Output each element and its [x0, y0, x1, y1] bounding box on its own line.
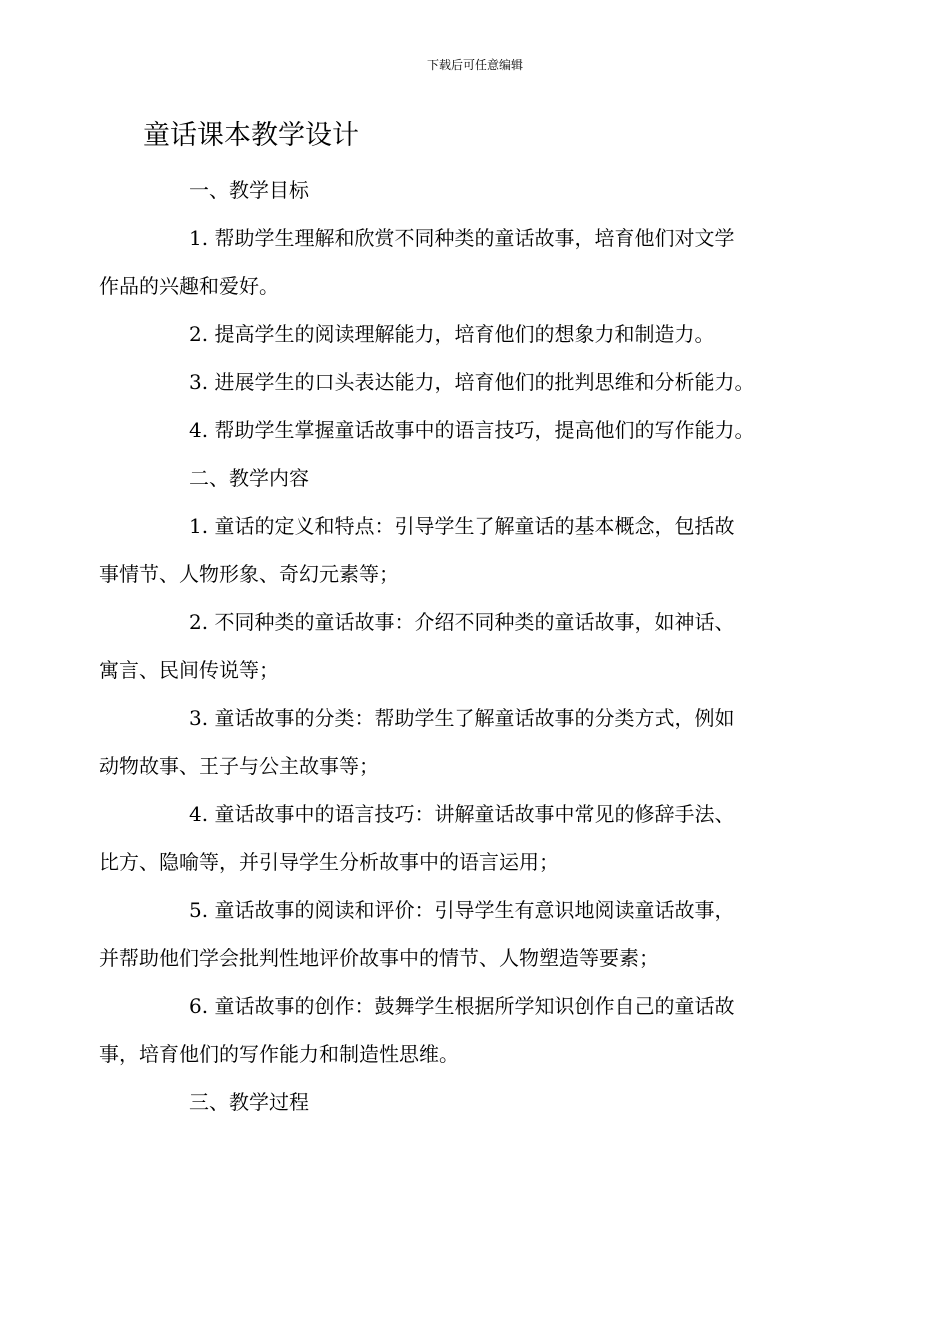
- paragraph-line: 寓言、民间传说等；: [99, 658, 279, 682]
- paragraph-line: 比方、隐喻等，并引导学生分析故事中的语言运用；: [99, 850, 559, 874]
- paragraph-line: 6. 童话故事的创作：鼓舞学生根据所学知识创作自己的童话故: [189, 994, 735, 1018]
- paragraph-line: 3. 童话故事的分类：帮助学生了解童话故事的分类方式，例如: [189, 706, 735, 730]
- paragraph-line: 2. 提高学生的阅读理解能力，培育他们的想象力和制造力。: [189, 322, 715, 346]
- paragraph-line: 并帮助他们学会批判性地评价故事中的情节、人物塑造等要素；: [99, 946, 659, 970]
- content-item-4: [99, 790, 814, 886]
- objective-3: [144, 358, 814, 406]
- content-item-5: [99, 886, 814, 982]
- paragraph-line: 2. 不同种类的童话故事：介绍不同种类的童话故事，如神话、: [189, 610, 735, 634]
- paragraph-line: 事情节、人物形象、奇幻元素等；: [99, 562, 399, 586]
- paragraph-line: 二、教学内容: [189, 466, 309, 490]
- objective-2: [144, 310, 814, 358]
- paragraph-line: 动物故事、王子与公主故事等；: [99, 754, 379, 778]
- paragraph-line: 4. 帮助学生掌握童话故事中的语言技巧，提高他们的写作能力。: [189, 418, 755, 442]
- section-heading-objectives: [144, 166, 814, 214]
- content-item-2: [99, 598, 814, 694]
- paragraph-line: 4. 童话故事中的语言技巧：讲解童话故事中常见的修辞手法、: [189, 802, 735, 826]
- content-item-3: [99, 694, 814, 790]
- document-title: 童话课本教学设计: [143, 120, 359, 151]
- objective-1: [99, 214, 814, 310]
- content-item-6: [99, 982, 814, 1078]
- paragraph-line: 3. 进展学生的口头表达能力，培育他们的批判思维和分析能力。: [189, 370, 755, 394]
- paragraph-line: 事，培育他们的写作能力和制造性思维。: [99, 1042, 459, 1066]
- paragraph-line: 1. 童话的定义和特点：引导学生了解童话的基本概念，包括故: [189, 514, 735, 538]
- content-item-1: [99, 502, 814, 598]
- paragraph-line: 1. 帮助学生理解和欣赏不同种类的童话故事，培育他们对文学: [189, 226, 735, 250]
- objective-4: [144, 406, 814, 454]
- section-heading-process: [144, 1078, 814, 1126]
- paragraph-line: 一、教学目标: [189, 178, 309, 202]
- document-body: [99, 166, 814, 1126]
- header-note: 下载后可任意编辑: [426, 58, 523, 72]
- paragraph-line: 5. 童话故事的阅读和评价：引导学生有意识地阅读童话故事，: [189, 898, 735, 922]
- paragraph-line: 三、教学过程: [189, 1090, 309, 1114]
- paragraph-line: 作品的兴趣和爱好。: [99, 274, 279, 298]
- section-heading-content: [144, 454, 814, 502]
